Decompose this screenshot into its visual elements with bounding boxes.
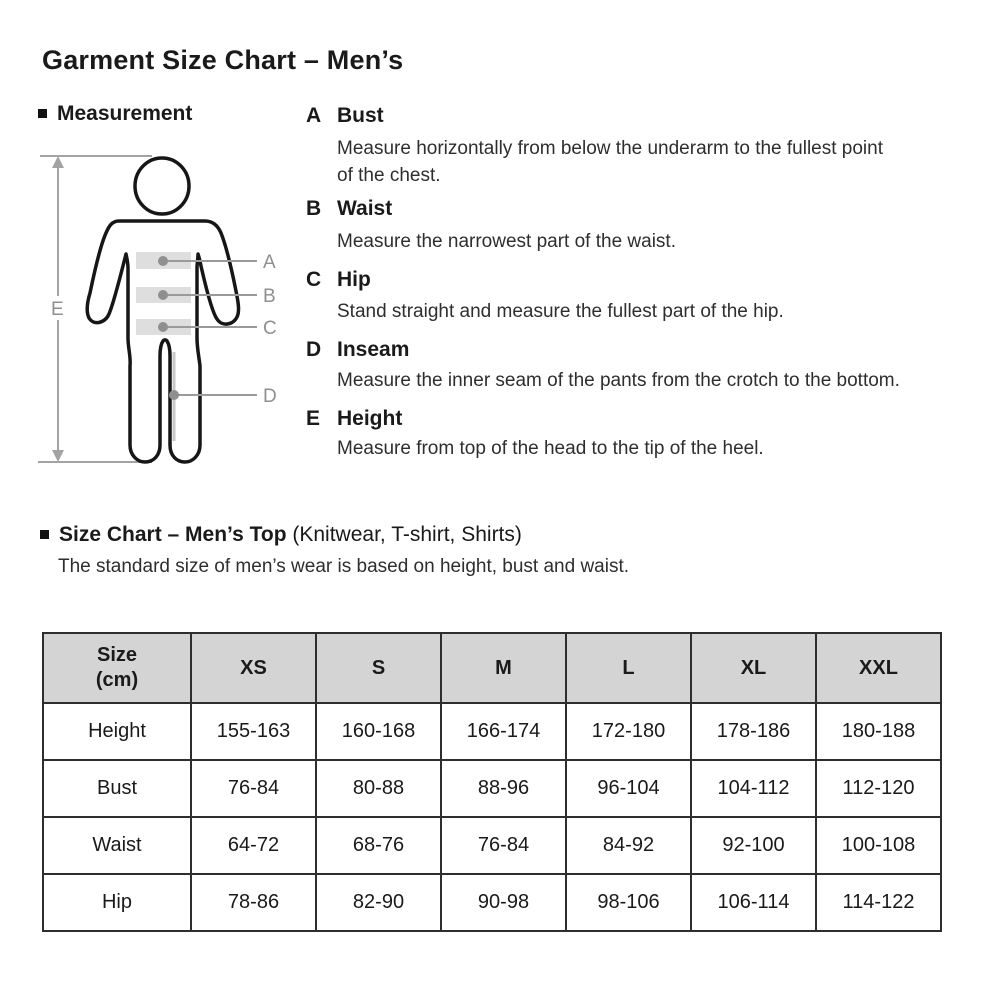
figure-label-b: B [263, 286, 276, 307]
size-cell: 84-92 [566, 817, 691, 874]
size-cell: 88-96 [441, 760, 566, 817]
figure-label-e: E [51, 299, 64, 320]
page-title: Garment Size Chart – Men’s [42, 45, 404, 75]
size-cell: 68-76 [316, 817, 441, 874]
measurement-letter: A [306, 104, 322, 127]
measurement-term: Height [337, 407, 403, 430]
measurement-item-height [306, 406, 402, 432]
measurement-item-bust [306, 103, 384, 129]
figure-label-a: A [263, 252, 276, 273]
table-row-hip [43, 874, 941, 931]
table-header-row [43, 633, 941, 703]
row-label-height: Height [43, 703, 191, 760]
measurement-heading: Measurement [57, 102, 193, 125]
col-header-l: L [566, 633, 691, 703]
size-unit-line: (cm) [95, 669, 139, 691]
hip-dot [158, 322, 168, 332]
figure-label-c: C [263, 318, 277, 339]
arrow-down-icon [52, 450, 64, 462]
measurement-letter: B [306, 197, 322, 220]
size-cell: 76-84 [441, 817, 566, 874]
waist-dot [158, 290, 168, 300]
sizechart-heading [59, 522, 522, 548]
size-cell: 90-98 [441, 874, 566, 931]
size-cell: 166-174 [441, 703, 566, 760]
bust-dot [158, 256, 168, 266]
size-cell: 180-188 [816, 703, 941, 760]
measurement-term: Hip [337, 268, 371, 291]
sizechart-subtitle: The standard size of men’s wear is based on height, bust and waist. [58, 556, 630, 577]
table-row-bust [43, 760, 941, 817]
size-cell: 98-106 [566, 874, 691, 931]
size-cell: 64-72 [191, 817, 316, 874]
size-label-line: Size [96, 644, 138, 666]
sizechart-heading-main: Size Chart – Men’s Top [59, 523, 287, 546]
col-header-xs: XS [191, 633, 316, 703]
table-row-waist [43, 817, 941, 874]
row-label-bust: Bust [43, 760, 191, 817]
measurement-letter: D [306, 338, 322, 361]
measurement-term: Inseam [337, 338, 410, 361]
size-cell: 112-120 [816, 760, 941, 817]
size-cell: 78-86 [191, 874, 316, 931]
row-label-hip: Hip [43, 874, 191, 931]
measurement-item-waist [306, 196, 392, 222]
measurement-desc-line: of the chest. [337, 165, 441, 186]
body-measurement-diagram [30, 140, 300, 490]
row-label-waist: Waist [43, 817, 191, 874]
col-header-xl: XL [691, 633, 816, 703]
size-cell: 160-168 [316, 703, 441, 760]
sizechart-heading-sub: (Knitwear, T-shirt, Shirts) [286, 523, 522, 546]
size-cell: 100-108 [816, 817, 941, 874]
measurement-desc-line: Measure horizontally from below the underarm to the fullest point [337, 138, 883, 159]
bullet-icon [40, 530, 49, 539]
size-cell: 92-100 [691, 817, 816, 874]
col-header-xxl: XXL [816, 633, 941, 703]
size-cell: 155-163 [191, 703, 316, 760]
measurement-desc-line: Measure the inner seam of the pants from the crotch to the bottom. [337, 370, 900, 391]
size-cell: 114-122 [816, 874, 941, 931]
size-cell: 82-90 [316, 874, 441, 931]
inseam-dot [169, 390, 179, 400]
measurement-term: Waist [337, 197, 393, 220]
measurement-item-inseam [306, 337, 409, 363]
measurement-desc-line: Measure from top of the head to the tip of the heel. [337, 438, 764, 459]
col-header-size [43, 633, 191, 703]
col-header-s: S [316, 633, 441, 703]
col-header-m: M [441, 633, 566, 703]
size-cell: 76-84 [191, 760, 316, 817]
size-cell: 106-114 [691, 874, 816, 931]
size-cell: 178-186 [691, 703, 816, 760]
measurement-letter: E [306, 407, 321, 430]
measurement-term: Bust [337, 104, 384, 127]
bullet-icon [38, 109, 47, 118]
size-table [42, 632, 942, 932]
table-row-height [43, 703, 941, 760]
figure-label-d: D [263, 386, 277, 407]
size-cell: 172-180 [566, 703, 691, 760]
measurement-letter: C [306, 268, 322, 291]
head-outline [135, 158, 189, 214]
size-cell: 104-112 [691, 760, 816, 817]
size-cell: 96-104 [566, 760, 691, 817]
size-cell: 80-88 [316, 760, 441, 817]
measurement-desc-line: Measure the narrowest part of the waist. [337, 231, 676, 252]
measurement-item-hip [306, 267, 371, 293]
measurement-desc-line: Stand straight and measure the fullest part of the hip. [337, 301, 784, 322]
arrow-up-icon [52, 156, 64, 168]
